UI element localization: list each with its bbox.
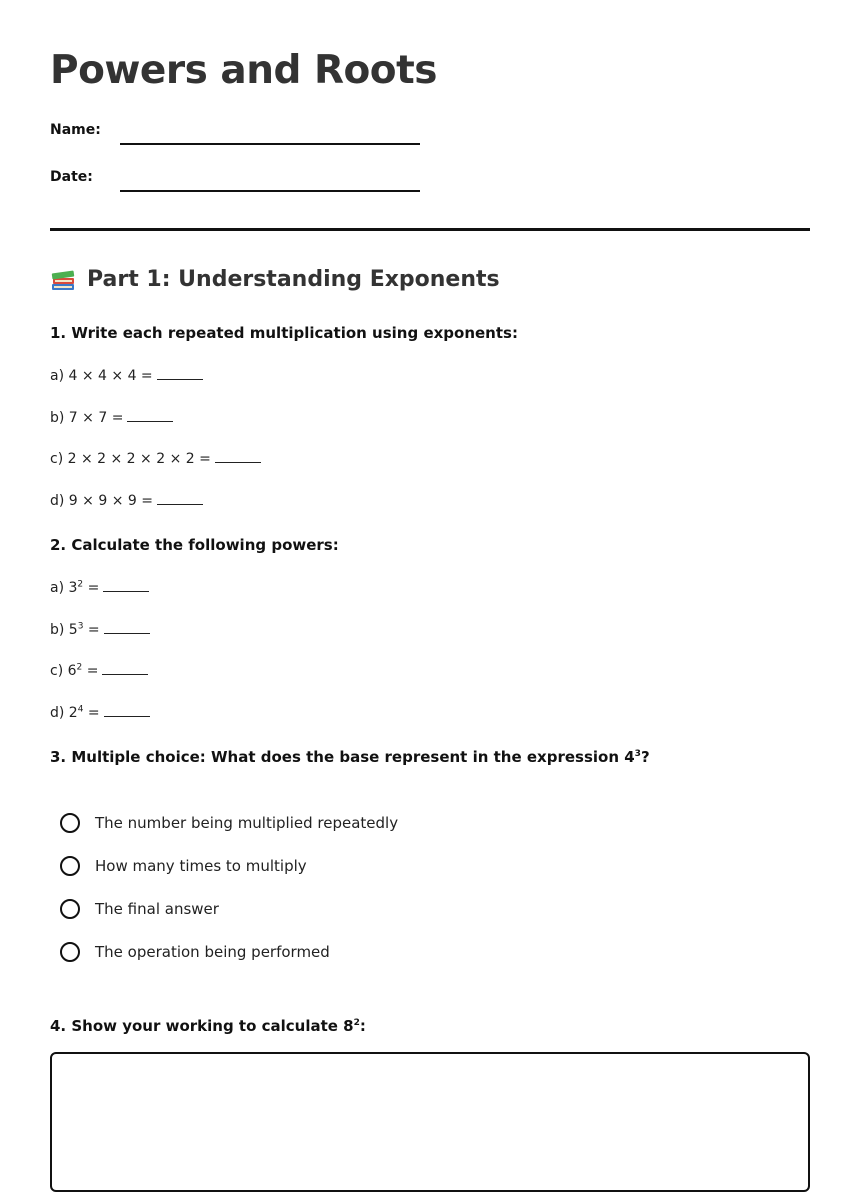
q3-option-c[interactable] [60,899,219,919]
q3-option-b-label: How many times to multiply [95,857,307,875]
q4-prompt-exp: 2 [353,1018,360,1028]
section-title [50,266,500,292]
q1-item-d-text: d) 9 × 9 × 9 = [50,493,153,509]
q4-prompt-prefix: 4. Show your working to calculate 8 [50,1017,354,1035]
date-field[interactable] [120,190,420,192]
q3-option-a[interactable] [60,813,398,833]
q1-item-c [50,450,261,467]
question-4-prompt [50,1017,366,1035]
question-1-prompt: 1. Write each repeated multiplication using exponents: [50,324,518,342]
q2-item-a [50,579,149,596]
q2-item-d [50,704,150,721]
q2-item-b-prefix: b) 5 [50,622,78,638]
radio-button[interactable] [60,813,80,833]
q1-answer-a[interactable] [157,367,203,380]
q2-item-d-suffix: = [83,705,100,721]
name-field[interactable] [120,143,420,145]
q1-item-b [50,409,173,426]
q1-answer-d[interactable] [157,492,203,505]
q2-item-c-suffix: = [82,663,99,679]
q2-item-c-exp: 2 [76,662,83,673]
q3-option-c-label: The final answer [95,900,219,918]
radio-button[interactable] [60,856,80,876]
q2-item-a-suffix: = [83,580,100,596]
date-label: Date: [50,169,93,185]
q2-item-d-prefix: d) 2 [50,705,78,721]
working-answer-box[interactable] [50,1052,810,1192]
q2-item-a-prefix: a) 3 [50,580,78,596]
q3-option-b[interactable] [60,856,307,876]
q3-option-d[interactable] [60,942,330,962]
q2-item-c [50,662,148,679]
q2-item-b [50,621,150,638]
q4-prompt-suffix: : [359,1017,366,1035]
q3-prompt-suffix: ? [640,748,650,766]
q2-answer-d[interactable] [104,704,150,717]
question-2-prompt: 2. Calculate the following powers: [50,536,339,554]
q3-prompt-exp: 3 [634,749,641,759]
q1-answer-c[interactable] [215,450,261,463]
q1-answer-b[interactable] [127,409,173,422]
section-title-text: Part 1: Understanding Exponents [87,266,500,292]
page-title: Powers and Roots [50,48,437,93]
q2-item-b-suffix: = [83,622,100,638]
q2-item-b-exp: 3 [77,621,84,632]
q1-item-a-text: a) 4 × 4 × 4 = [50,368,153,384]
name-label: Name: [50,122,101,138]
q1-item-a [50,367,203,384]
q3-option-d-label: The operation being performed [95,943,330,961]
q1-item-c-text: c) 2 × 2 × 2 × 2 × 2 = [50,451,211,467]
q2-item-c-prefix: c) 6 [50,663,77,679]
question-3-prompt [50,748,650,766]
q2-answer-a[interactable] [103,579,149,592]
q1-item-b-text: b) 7 × 7 = [50,410,124,426]
q2-answer-c[interactable] [102,662,148,675]
q3-prompt-prefix: 3. Multiple choice: What does the base represent in the expression 4 [50,748,635,766]
radio-button[interactable] [60,899,80,919]
radio-button[interactable] [60,942,80,962]
q2-item-d-exp: 4 [77,704,84,715]
q3-option-a-label: The number being multiplied repeatedly [95,814,399,832]
q1-item-d [50,492,203,509]
q2-answer-b[interactable] [104,621,150,634]
books-icon [50,266,76,292]
q2-item-a-exp: 2 [77,579,84,590]
header-divider [50,228,810,231]
